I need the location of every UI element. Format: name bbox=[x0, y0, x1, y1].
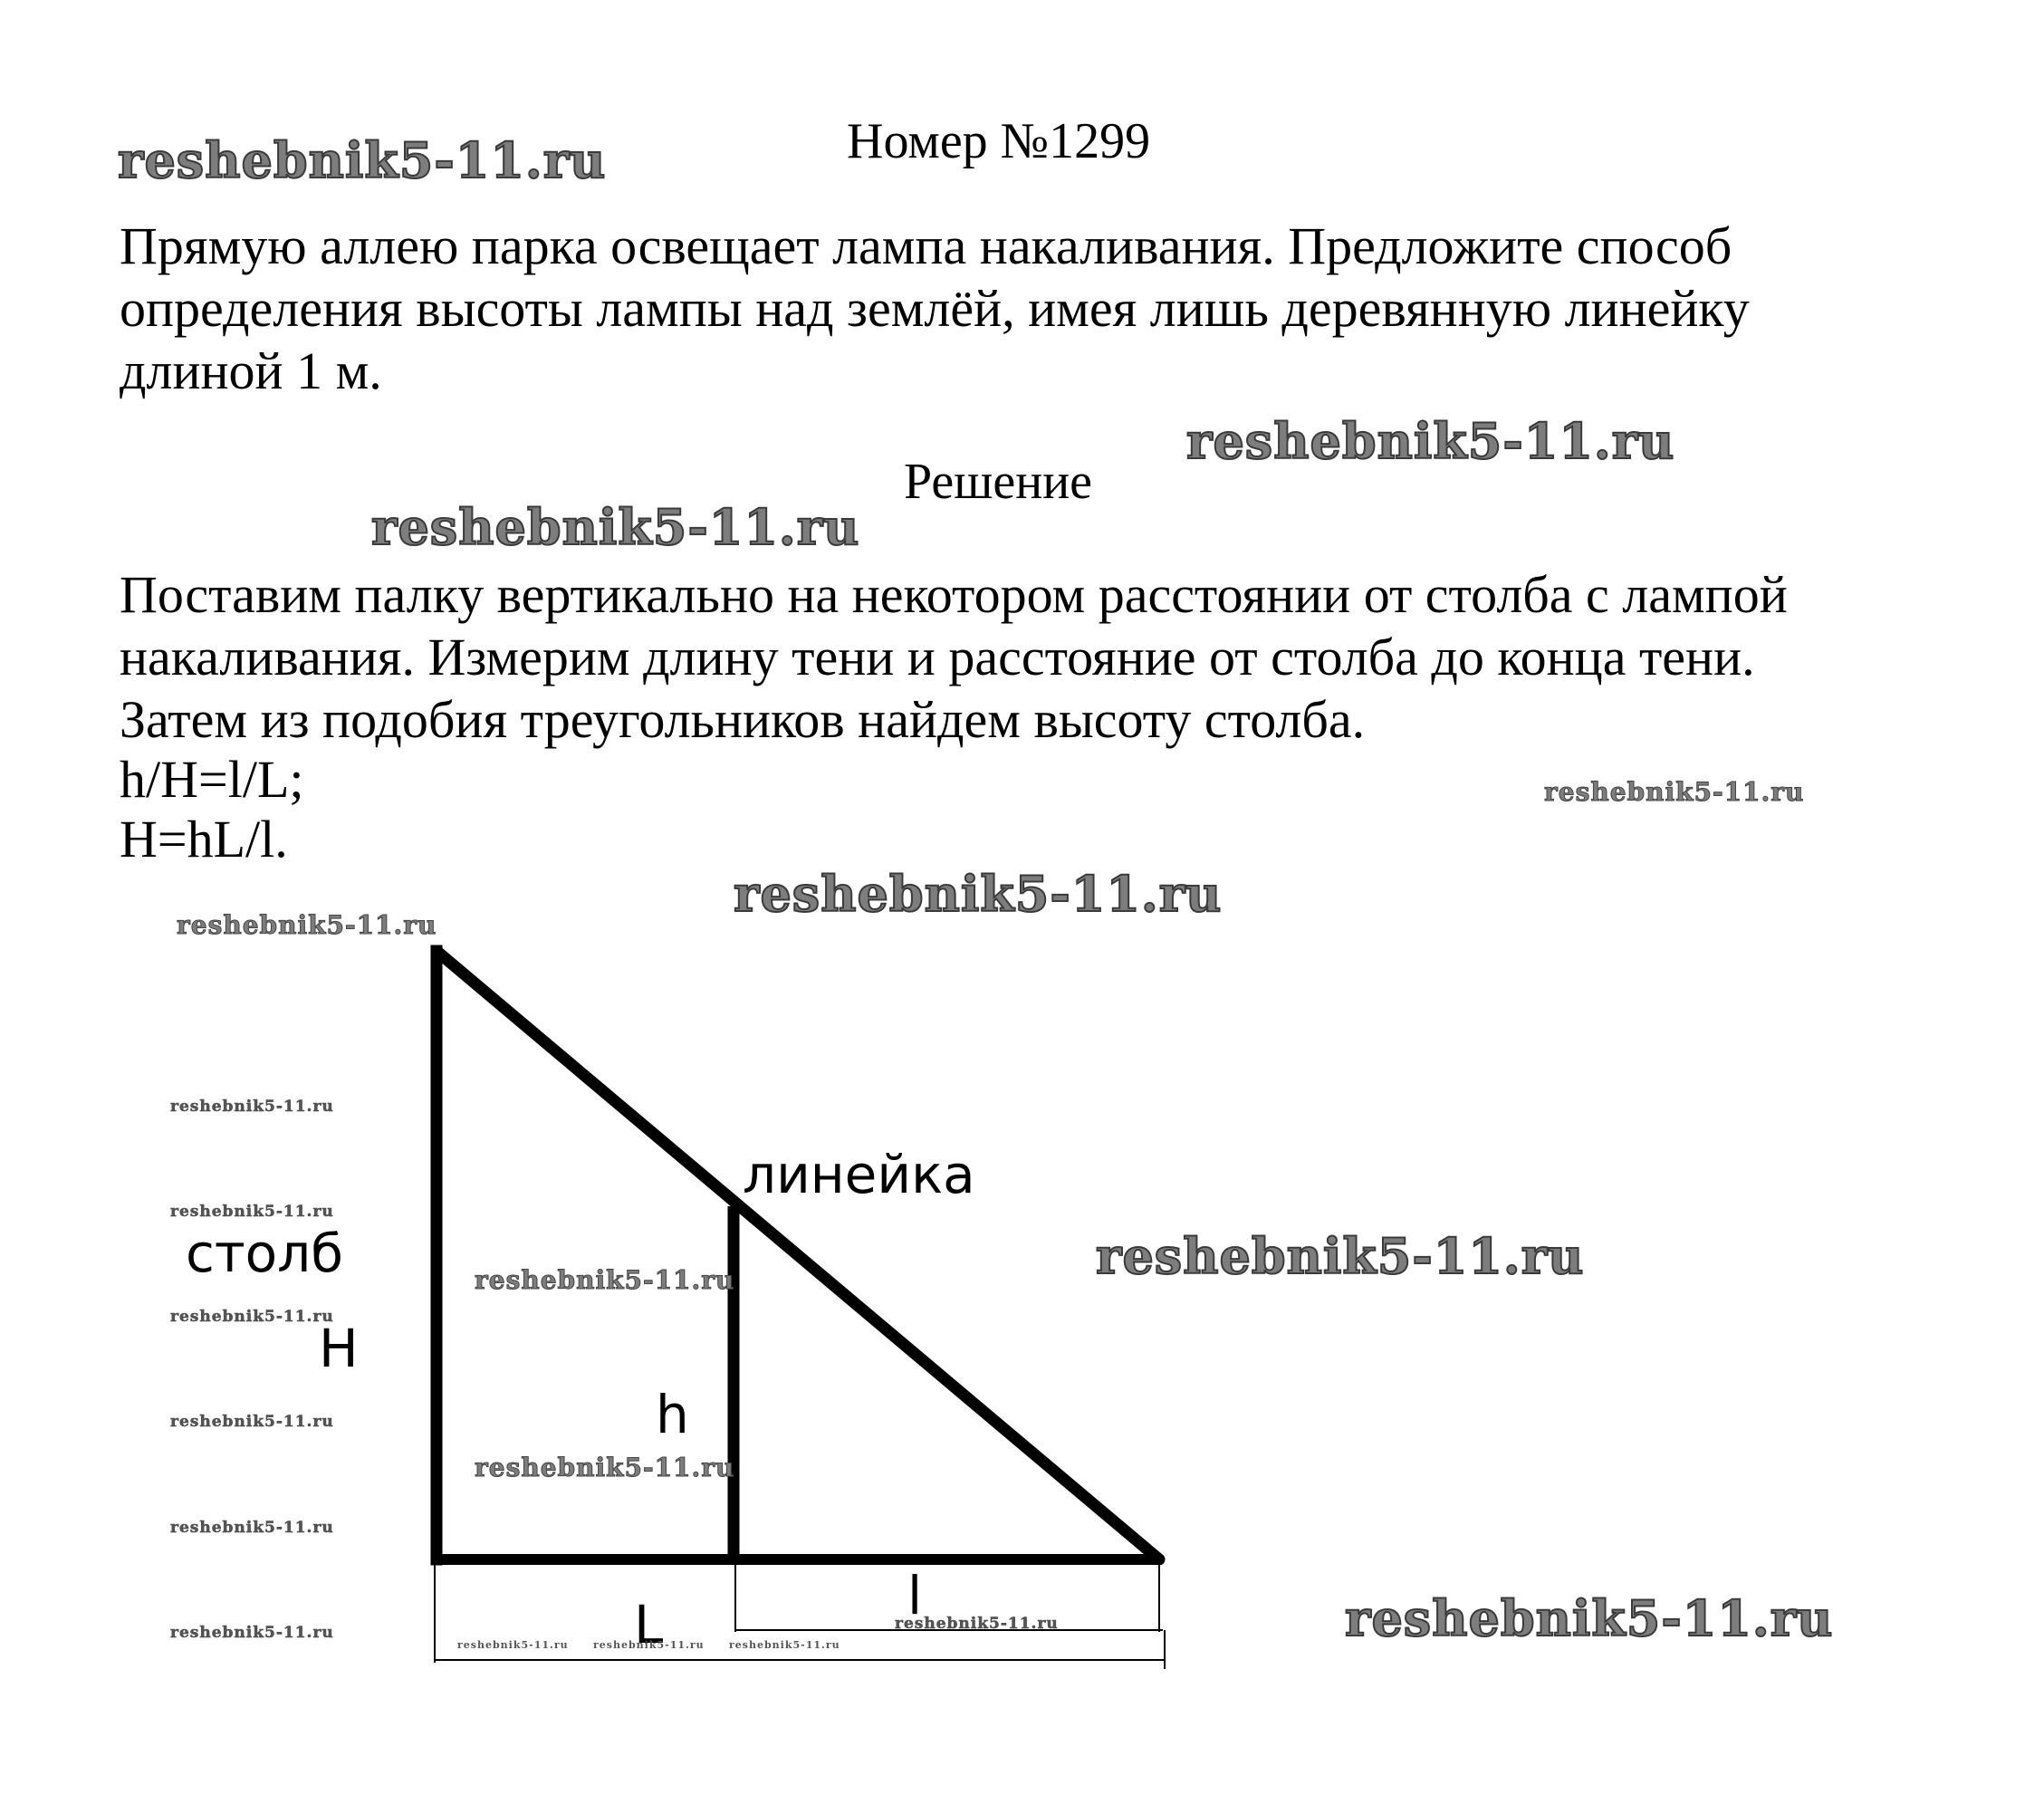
watermark: reshebnik5-11.ru bbox=[170, 1203, 334, 1221]
pole-label: столб bbox=[186, 1223, 343, 1284]
watermark: reshebnik5-11.ru bbox=[371, 498, 860, 556]
ruler-height-label: h bbox=[656, 1384, 689, 1445]
page-title: Номер №1299 bbox=[847, 113, 1151, 169]
solution-line: Поставим палку вертикально на некотором расстоянии от столба с лампой bbox=[120, 565, 1788, 624]
watermark: reshebnik5-11.ru bbox=[1544, 777, 1805, 807]
watermark: reshebnik5-11.ru bbox=[1096, 1227, 1585, 1285]
watermark: reshebnik5-11.ru bbox=[170, 1519, 334, 1537]
watermark: reshebnik5-11.ru bbox=[170, 1413, 334, 1431]
watermark: reshebnik5-11.ru bbox=[895, 1615, 1059, 1633]
problem-line: Прямую аллею парка освещает лампа накаливания. Предложите способ bbox=[120, 216, 1732, 275]
problem-line: длиной 1 м. bbox=[120, 341, 382, 400]
watermark: reshebnik5-11.ru bbox=[170, 1624, 334, 1642]
problem-line: определения высоты лампы над землёй, имея лишь деревянную линейку bbox=[120, 279, 1750, 338]
solution-line: Затем из подобия треугольников найдем высоту столба. bbox=[120, 690, 1366, 749]
watermark: reshebnik5-11.ru bbox=[475, 1265, 735, 1295]
watermark: reshebnik5-11.ru bbox=[593, 1639, 705, 1651]
distance-label: L bbox=[634, 1594, 664, 1655]
watermark: reshebnik5-11.ru bbox=[734, 865, 1223, 923]
watermark: reshebnik5-11.ru bbox=[170, 1308, 334, 1326]
watermark: reshebnik5-11.ru bbox=[118, 131, 607, 189]
watermark: reshebnik5-11.ru bbox=[457, 1639, 569, 1651]
shadow-label: l bbox=[907, 1565, 923, 1626]
solution-line: накаливания. Измерим длину тени и расстояние от столба до конца тени. bbox=[120, 628, 1755, 686]
solution-heading: Решение bbox=[904, 454, 1093, 510]
watermark: reshebnik5-11.ru bbox=[177, 910, 437, 940]
pole-height-label: H bbox=[319, 1318, 359, 1379]
watermark: reshebnik5-11.ru bbox=[1345, 1589, 1834, 1647]
watermark: reshebnik5-11.ru bbox=[170, 1098, 334, 1116]
formula-ratio: h/H=l/L; bbox=[120, 750, 304, 809]
watermark: reshebnik5-11.ru bbox=[475, 1453, 735, 1482]
formula-result: H=hL/l. bbox=[120, 810, 288, 868]
watermark: reshebnik5-11.ru bbox=[1186, 412, 1675, 470]
watermark: reshebnik5-11.ru bbox=[729, 1639, 840, 1651]
ruler-label: линейка bbox=[743, 1144, 975, 1205]
